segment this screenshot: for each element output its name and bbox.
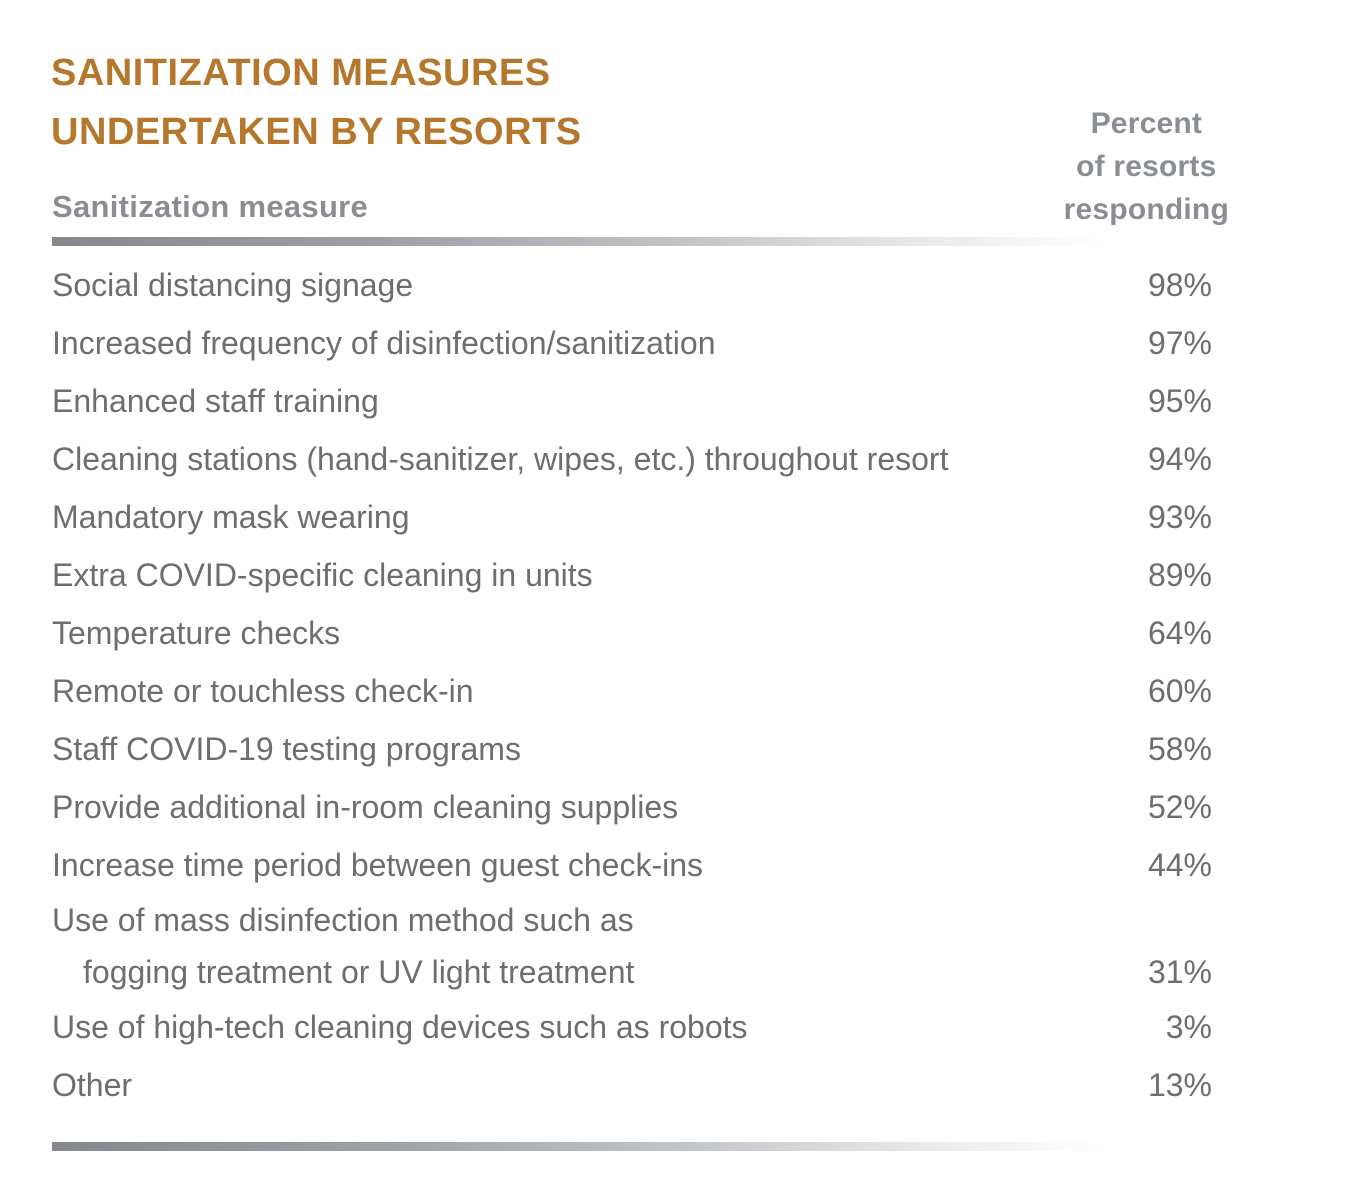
column-header-percent — [1064, 102, 1229, 231]
measure-label-line2: fogging treatment or UV light treatment — [83, 954, 635, 990]
measure-label-line1: Use of mass disinfection method such as — [52, 902, 634, 938]
table-row — [52, 894, 1212, 998]
percent-value: 44% — [1147, 846, 1212, 883]
table-row — [52, 662, 1212, 720]
column-header-measure: Sanitization measure — [52, 189, 369, 224]
measure-label: Enhanced staff training — [52, 382, 379, 419]
measure-label: Remote or touchless check-in — [52, 672, 474, 709]
page-title — [51, 44, 582, 162]
table-row — [52, 372, 1212, 430]
measure-label: Increase time period between guest check-ins — [52, 846, 704, 883]
table-row — [52, 488, 1212, 546]
percent-value: 89% — [1147, 556, 1212, 593]
column-header-percent-line1: Percent — [1090, 107, 1203, 140]
top-divider-bar — [52, 237, 1147, 246]
measure-label: Other — [52, 1066, 133, 1103]
table-row — [52, 314, 1212, 372]
table-row — [52, 836, 1212, 894]
percent-value: 3% — [1165, 1008, 1212, 1045]
table-body — [52, 246, 1212, 1114]
table-row — [52, 778, 1212, 836]
measure-label: Cleaning stations (hand-sanitizer, wipes, etc.) throughout resort — [52, 440, 949, 477]
column-header-percent-line2: of resorts — [1076, 150, 1217, 183]
measure-label — [52, 894, 634, 998]
table-row — [52, 998, 1212, 1056]
table-row — [52, 546, 1212, 604]
percent-value: 58% — [1147, 730, 1212, 767]
measure-label: Increased frequency of disinfection/sanitization — [52, 324, 716, 361]
bottom-divider-bar — [52, 1142, 1147, 1151]
percent-value: 13% — [1147, 1066, 1212, 1103]
measure-label: Temperature checks — [52, 614, 341, 651]
measure-label: Mandatory mask wearing — [52, 498, 410, 535]
table-row — [52, 430, 1212, 488]
table-row — [52, 256, 1212, 314]
percent-value: 52% — [1147, 788, 1212, 825]
percent-value: 95% — [1147, 382, 1212, 419]
table-row — [52, 604, 1212, 662]
percent-value: 31% — [1147, 954, 1212, 990]
header-area — [0, 0, 1350, 237]
measure-label: Provide additional in-room cleaning supplies — [52, 788, 679, 825]
table-row — [52, 1056, 1212, 1114]
column-header-percent-line3: responding — [1063, 193, 1229, 226]
measure-label: Use of high-tech cleaning devices such as robots — [52, 1008, 748, 1045]
percent-value: 94% — [1147, 440, 1212, 477]
percent-value: 98% — [1147, 266, 1212, 303]
percent-value: 60% — [1147, 672, 1212, 709]
percent-value: 93% — [1147, 498, 1212, 535]
table-row — [52, 720, 1212, 778]
measure-label: Social distancing signage — [52, 266, 414, 303]
measure-label: Extra COVID-specific cleaning in units — [52, 556, 593, 593]
percent-value: 97% — [1147, 324, 1212, 361]
page-title-line1: SANITIZATION MEASURES — [51, 52, 551, 94]
measure-label: Staff COVID-19 testing programs — [52, 730, 521, 767]
percent-value: 64% — [1147, 614, 1212, 651]
page-title-line2: UNDERTAKEN BY RESORTS — [51, 111, 582, 153]
